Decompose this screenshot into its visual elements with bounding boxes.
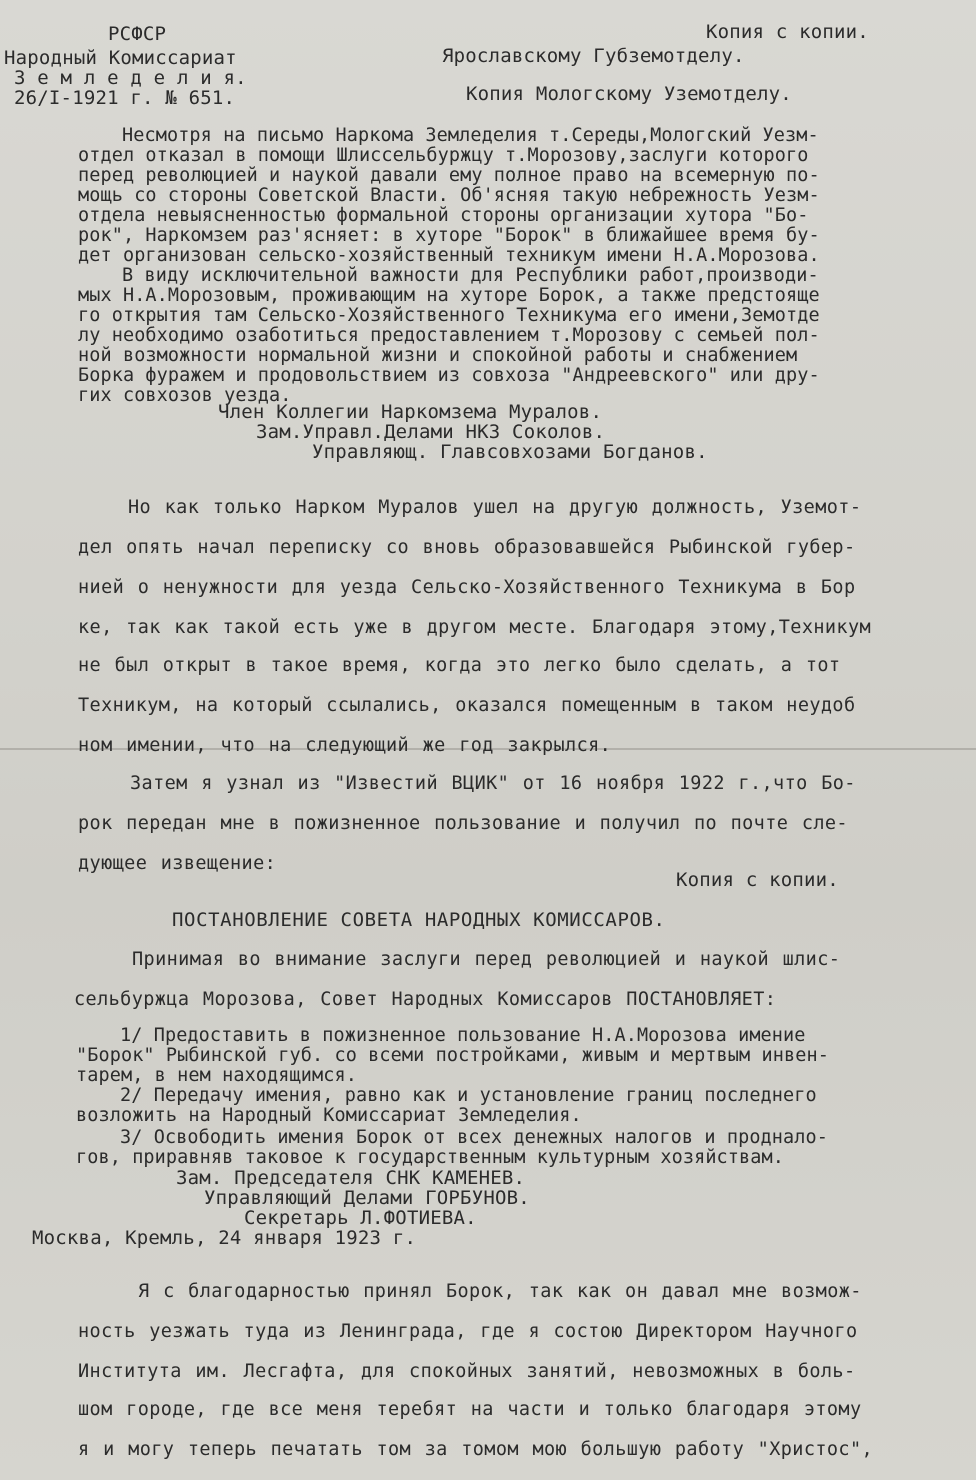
narrative-line: не был открыт в такое время, когда это легко было сделать, а тот bbox=[78, 655, 841, 676]
letter1-line: Борка фуражем и продовольствием из совхоза "Андреевского" или дру- bbox=[78, 365, 820, 386]
letter1-line: отдела невыясненностью формальной стороны организации хутора "Бо- bbox=[78, 205, 809, 226]
decree-intro-line: Принимая во внимание заслуги перед революцией и наукой шлис- bbox=[132, 949, 841, 970]
decree-item-line: 1/ Предоставить в пожизненное пользование Н.А.Морозова имение bbox=[120, 1025, 806, 1046]
addressee-1: Ярославскому Губземотделу. bbox=[442, 45, 745, 67]
decree-item-line: "Борок" Рыбинской губ. со всеми постройками, живым и мертвым инвен- bbox=[76, 1045, 829, 1066]
decree-signature: Управляющий Делами ГОРБУНОВ. bbox=[204, 1187, 530, 1209]
narrative-line: Института им. Лесгафта, для спокойных занятий, невозможных в боль- bbox=[78, 1361, 856, 1382]
narrative-line: ность уезжать туда из Ленинграда, где я состою Директором Научного bbox=[78, 1321, 858, 1342]
letter1-line: перед революцией и наукой давали ему полное право на всемерную по- bbox=[78, 165, 820, 186]
narrative-line: рок передан мне в пожизненное пользование и получил по почте сле- bbox=[78, 813, 848, 834]
narrative-line: я и могу теперь печатать том за томом мою большую работу "Христос", bbox=[78, 1439, 874, 1460]
narrative-line: дующее извещение: bbox=[78, 853, 277, 874]
signature-line: Управляющ. Главсовхозами Богданов. bbox=[312, 441, 708, 463]
narrative-line: Я с благодарностью принял Борок, так как он давал мне возмож- bbox=[138, 1281, 862, 1302]
letter1-line: В виду исключительной важности для Республики работ,производи- bbox=[122, 265, 819, 286]
copy-note-2: Копия с копии. bbox=[676, 869, 839, 891]
signature-line: Зам.Управл.Делами НКЗ Соколов. bbox=[256, 421, 606, 443]
letter1-line: мых Н.А.Морозовым, проживающим на хуторе Борок, а также предстояще bbox=[78, 285, 820, 306]
letter1-line: мощь со стороны Советской Власти. Об'ясняя такую небрежность Уезм- bbox=[78, 185, 820, 206]
decree-item-line: 3/ Освободить имения Борок от всех денежных налогов и проднало- bbox=[120, 1127, 828, 1148]
narrative-line: Техникум, на который ссылались, оказался помещенным в таком неудоб bbox=[78, 695, 856, 716]
decree-item-line: 2/ Передачу имения, равно как и установление границ последнего bbox=[120, 1085, 817, 1106]
letter1-line: отдел отказал в помощи Шлиссельбуржцу т.Морозову,заслуги которого bbox=[78, 145, 809, 166]
narrative-line: ном имении, что на следующий же год закрылся. bbox=[78, 735, 612, 756]
signature-line: Член Коллегии Наркомзема Муралов. bbox=[218, 401, 603, 423]
narrative-line: ке, так как такой есть уже в другом месте. Благодаря этому,Техникум bbox=[78, 617, 872, 638]
letter1-line: гих совхозов уезда. bbox=[78, 385, 292, 406]
decree-item-line: возложить на Народный Комиссариат Земледелия. bbox=[76, 1105, 582, 1126]
letter1-line: лу необходимо озаботиться предоставлением т.Морозову с семьей пол- bbox=[78, 325, 820, 346]
org-line-1: РСФСР bbox=[108, 23, 167, 45]
addressee-2: Копия Мологскому Уземотделу. bbox=[466, 83, 792, 105]
letter1-line: рок", Наркомзем раз'ясняет: в хуторе "Борок" в ближайшее время бу- bbox=[78, 225, 820, 246]
narrative-line: дел опять начал переписку со вновь образовавшейся Рыбинской губер- bbox=[78, 537, 856, 558]
decree-signature: Зам. Председателя СНК КАМЕНЕВ. bbox=[176, 1167, 526, 1189]
decree-item-line: гов, приравняв таковое к государственным культурным хозяйствам. bbox=[76, 1147, 784, 1168]
decree-title: ПОСТАНОВЛЕНИЕ СОВЕТА НАРОДНЫХ КОМИССАРОВ. bbox=[172, 909, 666, 931]
org-line-3: З е м л е д е л и я. bbox=[14, 67, 247, 89]
narrative-line: Но как только Нарком Муралов ушел на другую должность, Уземот- bbox=[128, 497, 862, 518]
decree-item-line: тарем, в нем находящимся. bbox=[76, 1065, 357, 1086]
decree-intro-line: сельбуржца Морозова, Совет Народных Комиссаров ПОСТАНОВЛЯЕТ: bbox=[74, 989, 777, 1010]
copy-note: Копия с копии. bbox=[706, 21, 869, 43]
letter1-line: ной возможности нормальной жизни и спокойной работы и снабжением bbox=[78, 345, 798, 366]
org-line-2: Народный Комиссариат bbox=[4, 47, 237, 69]
decree-signature: Секретарь Л.ФОТИЕВА. bbox=[244, 1207, 477, 1229]
letter1-line: Несмотря на письмо Наркома Земледелия т.Середы,Мологский Уезм- bbox=[122, 125, 819, 146]
narrative-line: нией о ненужности для уезда Сельско-Хозяйственного Техникума в Бор bbox=[78, 577, 856, 598]
narrative-line: Затем я узнал из "Известий ВЦИК" от 16 ноября 1922 г.,что Бо- bbox=[130, 773, 856, 794]
decree-place-date: Москва, Кремль, 24 января 1923 г. bbox=[32, 1227, 417, 1249]
letter1-line: дет организован сельско-хозяйственный техникум имени Н.А.Морозова. bbox=[78, 245, 820, 266]
org-line-4: 26/I-1921 г. № 651. bbox=[14, 87, 236, 109]
narrative-line: шом городе, где все меня теребят на части и только благодаря этому bbox=[78, 1399, 862, 1420]
letter1-line: го открытия там Сельско-Хозяйственного Техникума его имени,Земотде bbox=[78, 305, 820, 326]
